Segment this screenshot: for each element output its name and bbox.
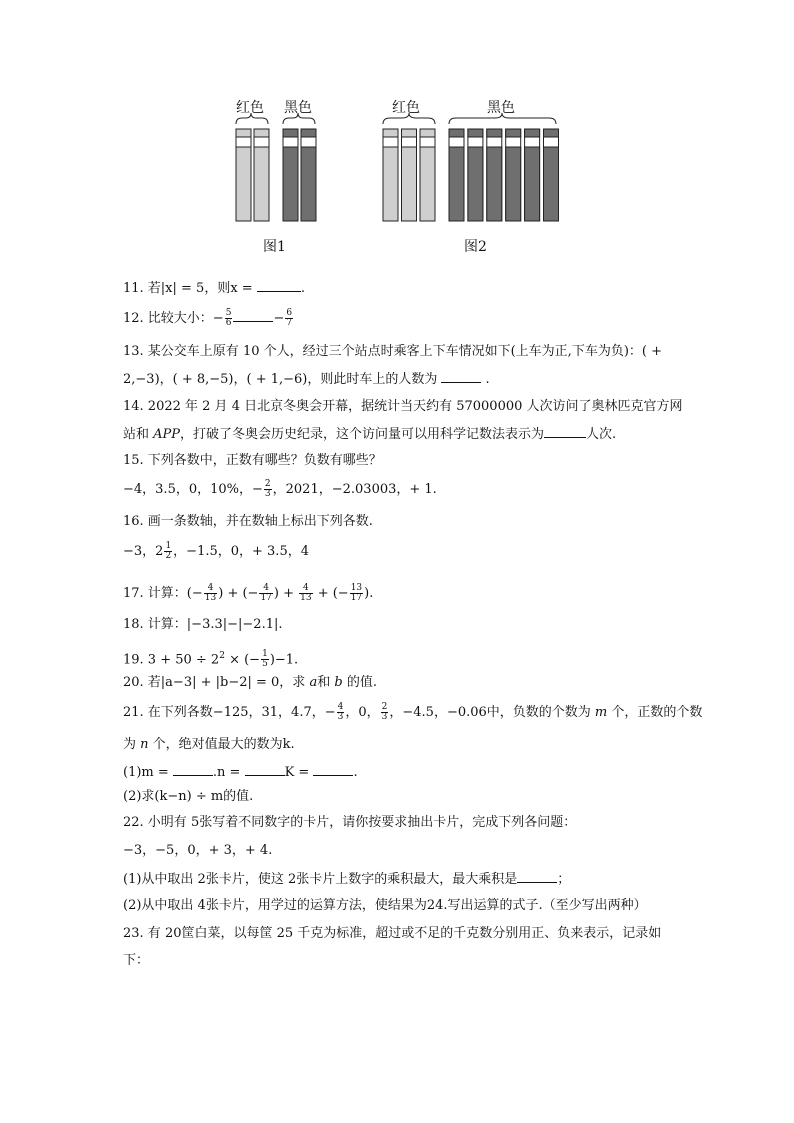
q11-end: . [300,281,305,296]
question-23-line2: 下： [123,953,150,968]
fraction: $\frac{1}{2}$ [165,541,172,561]
fig2-red-card-2 [402,129,417,221]
fig2-black-card-5 [525,129,540,221]
fraction: $\frac{5}{6}$ [225,308,232,328]
question-22-line1: 22. 小明有 5张写着不同数字的卡片，请你按要求抽出卡片，完成下列各问题： [123,815,577,830]
question-16-line1: 16. 画一条数轴，并在数轴上标出下列各数. [123,514,373,529]
question-22-line2: −3，−5，0，+ 3，+ 4. [123,843,273,858]
answer-blank [441,370,481,383]
question-14-line1: 14. 2022 年 2 月 4 日北京冬奥会开幕，据统计当天约有 57000000 人次访问了奥林匹克官方网 [123,399,683,414]
answer-blank [517,870,557,883]
fig2-caption: 图2 [464,239,487,255]
question-22-line3: (1)从中取出 2张卡片，使这 2张卡片上数字的乘积最大，最大乘积是 ； [123,872,571,887]
fraction: $\frac{4}{13}$ [300,583,312,603]
question-14-line2: 站和 APP，打破了冬奥会历史纪录，这个访问量可以用科学记数法表示为 人次. [123,427,617,442]
question-17: 17. 计算：(− $\frac{4}{13}$ ) + (− $\frac{4}{17}$ ) + $\frac{4}{13}$ + (− $\frac{13}{17}$ ). [123,583,374,603]
fig1-black-card-1 [283,129,298,221]
question-20: 20. 若|a−3| + |b−2| = 0，求 a和 b 的值. [123,675,377,690]
q12-text: 12. 比较大小：− [123,311,224,326]
fig2-black-card-1 [449,129,464,221]
question-15-line1: 15. 下列各数中，正数有哪些？负数有哪些？ [123,453,382,468]
fraction: $\frac{13}{17}$ [350,583,363,603]
fig2-black-card-4 [506,129,521,221]
fig1-red-card-1 [236,129,251,221]
question-11 [123,279,305,298]
fig2-red-card-1 [383,129,398,221]
fig2-black-label: 黑色 [487,100,515,116]
fig2-red-label: 红色 [392,100,420,116]
question-22-line4: (2)从中取出 4张卡片，用学过的运算方法，使结果为24.写出运算的式子.（至少写出两种） [123,898,647,913]
question-13-line1: 13. 某公交车上原有 10 个人，经过三个站点时乘客上下车情况如下(上车为正,下车为负)：( + [123,344,662,359]
card-figure [0,0,794,270]
fraction: $\frac{4}{17}$ [260,583,272,603]
fraction: $\frac{1}{5}$ [262,649,268,670]
fraction: $\frac{4}{3}$ [337,702,344,722]
question-21-line1: 21. 在下列各数−125，31，4.7，− $\frac{4}{3}$ ，0， $\frac{2}{3}$ ，−4.5，−0.06中，负数的个数为 m 个，正数的个数 [123,702,703,722]
answer-blank [233,309,273,322]
answer-blank [245,763,285,776]
question-21-line2: 为 n 个，绝对值最大的数为k. [123,737,295,752]
answer-blank [173,763,213,776]
fraction: $\frac{2}{3}$ [381,702,388,722]
question-16-line2: −3，2 $\frac{1}{2}$ ，−1.5，0，+ 3.5，4 [123,541,309,561]
fig2-black-card-3 [487,129,502,221]
fig1-black-card-2 [301,129,316,221]
question-21-line4: (2)求(k−n) ÷ m的值. [123,789,254,804]
answer-blank [544,425,586,438]
fig1-black-label: 黑色 [284,100,312,116]
fig1-caption: 图1 [263,239,286,255]
question-15-line2: −4，3.5，0，10%，− $\frac{2}{3}$ ，2021，−2.03003，+ 1. [123,479,437,499]
q11-text: 11. 若|x| = 5，则x = [123,281,257,296]
fraction: $\frac{4}{13}$ [204,583,217,603]
question-23-line1: 23. 有 20筐白菜，以每筐 25 千克为标准，超过或不足的千克数分别用正、负来表示，记录如 [123,926,662,941]
question-18: 18. 计算：|−3.3|−|−2.1|. [123,617,283,632]
question-19: 19. $3 + 50 \div 2^2$ × (− $\frac{1}{5}$ )−1. [123,649,299,670]
fig2-red-card-3 [420,129,435,221]
fraction: $\frac{6}{7}$ [286,308,293,328]
fig1-red-label: 红色 [236,100,264,116]
fig1-red-card-2 [254,129,269,221]
fig2-black-card-6 [544,129,559,221]
question-21-line3: (1)m = .n = K = . [123,765,358,780]
question-13-line2: 2,−3)，( + 8,−5)，( + 1,−6)，则此时车上的人数为 . [123,372,490,387]
fraction: $\frac{2}{3}$ [264,479,271,499]
question-12: 12. 比较大小：− $\frac{5}{6}$ − $\frac{6}{7}$ [123,308,293,328]
answer-blank [313,763,353,776]
fig2-black-card-2 [468,129,483,221]
answer-blank [257,279,301,292]
